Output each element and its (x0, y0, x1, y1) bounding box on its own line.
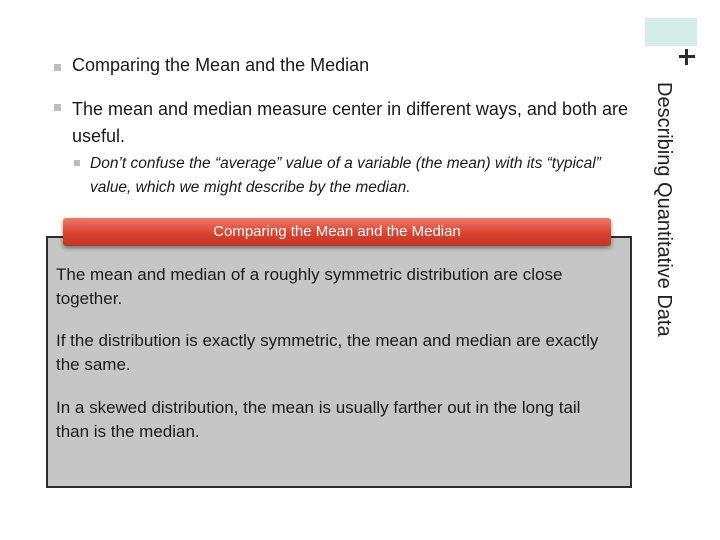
corner-accent-bar (645, 18, 697, 46)
summary-box-title: Comparing the Mean and the Median (63, 218, 611, 246)
sub-bullet-square-icon (74, 160, 80, 166)
plus-icon (678, 48, 696, 66)
bullet-point: The mean and median measure center in different ways, and both are useful. (72, 99, 628, 146)
side-title: Describing Quantitative Data (653, 82, 675, 337)
sub-bullet-point: Don’t confuse the “average” value of a variable (the mean) with its “typical” value, which we might describe by the median. (90, 155, 601, 196)
summary-paragraph: In a skewed distribution, the mean is usually farther out in the long tail than is the median. (56, 398, 581, 441)
bullet-square-icon (54, 64, 61, 71)
summary-paragraph: If the distribution is exactly symmetric, the mean and median are exactly the same. (56, 331, 599, 374)
bullet-square-icon (54, 104, 61, 111)
summary-paragraph: The mean and median of a roughly symmetric distribution are close together. (56, 265, 563, 308)
slide-heading: Comparing the Mean and the Median (72, 55, 370, 75)
